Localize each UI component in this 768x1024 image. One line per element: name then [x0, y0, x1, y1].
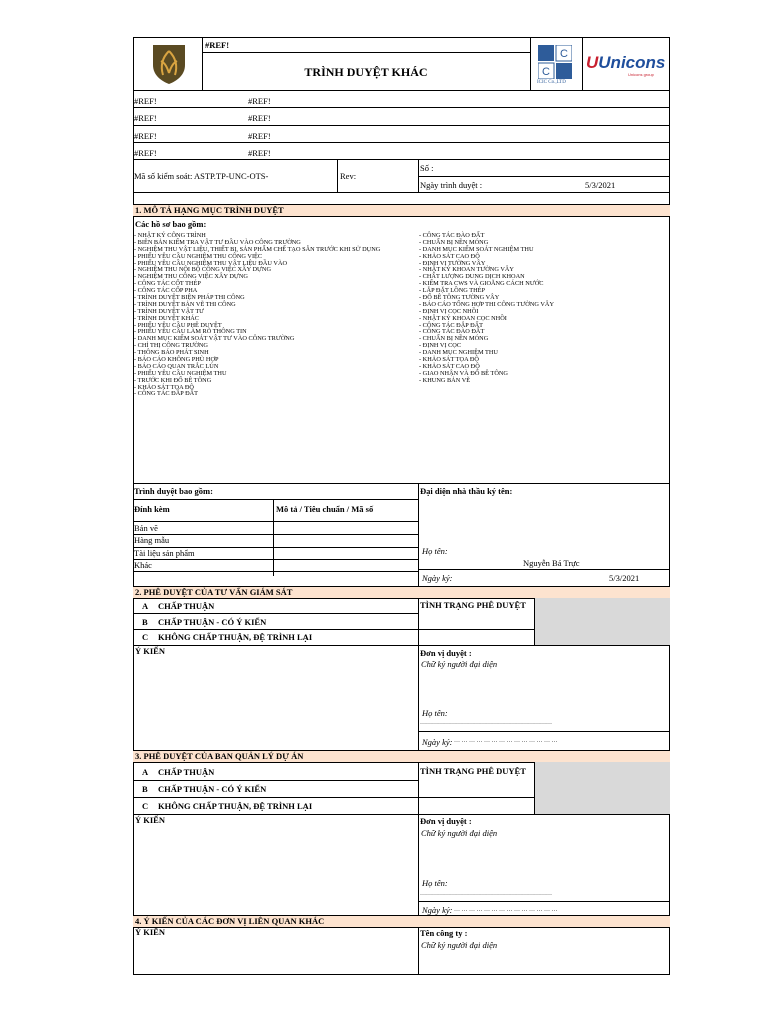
option-code: B — [142, 617, 148, 627]
ref-row-b: #REF! — [248, 113, 271, 123]
list-item: - NGHIỆM THU NỘI BỘ CÔNG VIỆC XÂY DỰNG — [134, 266, 271, 274]
comment-label: Ý KIẾN — [135, 815, 165, 825]
unicons-tag: Unicons group — [628, 72, 654, 77]
ref-row-a: #REF! — [134, 148, 157, 158]
list-item: - ĐỔ BÊ TÔNG TƯỜNG VÂY — [419, 294, 500, 302]
list-item: - PHIẾU YÊU CẦU NGHIỆM THU — [134, 369, 227, 377]
sign-date-label: Ngày ký: — [422, 737, 453, 747]
contractor-sign-date-label: Ngày ký: — [422, 573, 453, 583]
section1-band — [133, 204, 670, 217]
option-code: C — [142, 632, 149, 642]
comment-label: Ý KIẾN — [135, 927, 165, 937]
name-dots: ………………………………………………………… — [420, 891, 552, 897]
sign-date-label: Ngày ký: — [422, 905, 453, 915]
ref-row-b: #REF! — [248, 131, 271, 141]
list-item: - CÔNG TÁC CỐP PHA — [134, 287, 198, 295]
list-item: - KHẢO SÁT TỌA ĐỘ — [134, 383, 194, 391]
icic-caption: ICIC Co.,LTD — [537, 80, 566, 85]
status-label: TÌNH TRẠNG PHÊ DUYỆT — [420, 600, 526, 610]
list-item: - CÔNG TÁC CỐT THÉP — [134, 280, 201, 288]
submit-includes: Trình duyệt bao gồm: — [134, 486, 213, 496]
list-item: - CHUẨN BỊ NỀN MÓNG — [419, 335, 489, 343]
contractor-name: Nguyễn Bá Trực — [523, 558, 580, 568]
submit-date: 5/3/2021 — [585, 180, 616, 190]
icic-logo — [538, 45, 572, 84]
list-item: - CÔNG TÁC ĐÀO ĐẤT — [419, 232, 485, 239]
list-item: - NHẬT KÝ KHOAN TƯỜNG VÂY — [419, 266, 514, 274]
list-item: - BÁO CÁO TỔNG HỢP THI CÔNG TƯỜNG VÂY — [419, 300, 555, 308]
list-item: - PHIẾU YÊU CẦU PHÊ DUYỆT — [134, 321, 222, 329]
name-label: Họ tên: — [422, 708, 448, 718]
representative-signature: Chữ ký người đại diện — [421, 828, 498, 838]
svg-text:C: C — [560, 48, 568, 60]
contractor-sign-date: 5/3/2021 — [609, 573, 640, 583]
option-approve-with-comments[interactable]: CHẤP THUẬN - CÓ Ý KIẾN — [158, 617, 267, 627]
contractor-rep: Đại diện nhà thầu ký tên: — [420, 486, 513, 496]
list-item: - TRƯỚC KHI ĐỔ BÊ TÔNG — [134, 376, 212, 384]
list-item: - NGHIỆM THU CÔNG VIỆC XÂY DỰNG — [134, 273, 248, 281]
list-item: - KHUNG BẢN VẼ — [419, 376, 471, 384]
option-reject-resubmit[interactable]: KHÔNG CHẤP THUẬN, ĐỆ TRÌNH LẠI — [158, 801, 313, 811]
representative-signature: Chữ ký người đại diện — [421, 659, 498, 669]
list-item: - CÔNG TÁC ĐẮP ĐẤT — [419, 321, 484, 329]
attachment-row: Bản vẽ — [134, 523, 158, 533]
rev-label: Rev: — [340, 171, 357, 181]
comment-label: Ý KIẾN — [135, 646, 165, 656]
list-item: - KHẢO SÁT CAO ĐỘ — [419, 362, 480, 370]
ref-row-a: #REF! — [134, 113, 157, 123]
list-item: - THÔNG BÁO PHÁT SINH — [134, 349, 209, 357]
ref-row-a: #REF! — [134, 131, 157, 141]
docs-title: Các hồ sơ bao gồm: — [135, 219, 207, 229]
list-item: - DANH MỤC KIỂM SOÁT NGHIỆM THU — [419, 245, 534, 253]
list-item: - KHẢO SÁT CAO ĐỘ — [419, 252, 480, 260]
unicons-logo: UUnicons — [586, 53, 666, 72]
col-attachment: Đính kèm — [134, 504, 170, 514]
section1-heading: 1. MÔ TẢ HẠNG MỤC TRÌNH DUYỆT — [135, 205, 284, 215]
status-box — [535, 762, 670, 815]
list-item: - GIAO NHẬN VÀ ĐỔ BÊ TÔNG — [419, 369, 508, 377]
sign-date-dots: … … … … … … … … … … … … … … — [454, 738, 558, 744]
approval-unit-label: Đơn vị duyệt : — [420, 816, 472, 826]
name-label: Họ tên: — [422, 878, 448, 888]
list-item: - BIÊN BẢN KIỂM TRA VẬT TƯ ĐẦU VÀO CÔNG TRƯỜNG — [134, 238, 301, 246]
list-item: - TRÌNH DUYỆT KHÁC — [134, 314, 200, 322]
list-item: - NHẬT KÝ KHOAN CỌC NHỒI — [419, 314, 507, 322]
option-approve[interactable]: CHẤP THUẬN — [158, 767, 215, 777]
submit-date-label: Ngày trình duyệt : — [420, 180, 483, 190]
list-item: - TRÌNH DUYỆT BIỆN PHÁP THI CÔNG — [134, 294, 245, 302]
company-name-label: Tên công ty : — [420, 928, 468, 938]
list-item: - TRÌNH DUYỆT BẢN VẼ THI CÔNG — [134, 300, 236, 308]
option-approve-with-comments[interactable]: CHẤP THUẬN - CÓ Ý KIẾN — [158, 784, 267, 794]
list-item: - PHIẾU YÊU CẦU NGHIỆM THU CÔNG VIỆC — [134, 252, 263, 260]
submittal-form — [133, 37, 670, 975]
list-item: - DANH MỤC KIỂM SOÁT VẬT TƯ VÀO CÔNG TRƯỜNG — [134, 335, 295, 343]
list-item: - KIỂM TRA CWS VÀ GIOĂNG CÁCH NƯỚC — [419, 280, 544, 288]
representative-signature: Chữ ký người đại diện — [421, 940, 498, 950]
section2-heading: 2. PHÊ DUYỆT CỦA TƯ VẤN GIÁM SÁT — [135, 587, 293, 597]
ref-row-a: #REF! — [134, 96, 157, 106]
section3-heading: 3. PHÊ DUYỆT CỦA BAN QUẢN LÝ DỰ ÁN — [135, 751, 304, 761]
col-description: Mô tả / Tiêu chuẩn / Mã số — [276, 504, 374, 514]
company-shield-logo — [151, 43, 187, 90]
unicons-logo-text: Unicons — [598, 53, 666, 72]
attachment-row: Khác — [134, 560, 152, 570]
control-number: Mã số kiểm soát: ASTP.TP-UNC-OTS- — [134, 171, 269, 181]
list-item: - TRÌNH DUYỆT VẬT TƯ — [134, 307, 205, 315]
attachment-row: Tài liệu sản phẩm — [134, 548, 195, 558]
list-item: - CHỈ THỊ CÔNG TRƯỜNG — [134, 342, 208, 350]
section4-heading: 4. Ý KIẾN CỦA CÁC ĐƠN VỊ LIÊN QUAN KHÁC — [135, 916, 325, 926]
list-item: - CÔNG TÁC ĐẮP ĐẤT — [134, 390, 199, 398]
page-title: TRÌNH DUYỆT KHÁC — [304, 65, 428, 79]
list-item: - PHIẾU YÊU CẦU NGHIỆM THU VẬT LIỆU ĐẦU VÀO — [134, 259, 288, 267]
list-item: - ĐỊNH VỊ TƯỜNG VÂY — [419, 259, 486, 267]
ref-row-b: #REF! — [248, 148, 271, 158]
option-code: C — [142, 801, 149, 811]
list-item: - DANH MỤC NGHIỆM THU — [419, 349, 498, 357]
attachment-row: Hàng mẫu — [134, 535, 170, 545]
option-code: A — [142, 601, 149, 611]
docs-list-right — [419, 233, 554, 385]
list-item: - CHUẨN BỊ NỀN MÓNG — [419, 238, 489, 246]
list-item: - CHẤT LƯỢNG DUNG DỊCH KHOAN — [419, 273, 525, 281]
list-item: - PHIẾU YÊU CẦU LÀM RÕ THÔNG TIN — [134, 328, 247, 336]
list-item: - KHẢO SÁT TỌA ĐỘ — [419, 356, 479, 364]
list-item: - BÁO CÁO QUAN TRẮC LÚN — [134, 362, 219, 370]
option-code: A — [142, 767, 149, 777]
name-dots: ………………………………………………………… — [420, 720, 552, 726]
option-approve[interactable]: CHẤP THUẬN — [158, 601, 215, 611]
list-item: - BÁO CÁO KHÔNG PHÙ HỢP — [134, 356, 219, 364]
ref-top: #REF! — [205, 40, 230, 50]
list-item: - ĐỊNH VỊ CỌC — [419, 342, 462, 350]
list-item: - CÔNG TÁC ĐÀO ĐẤT — [419, 328, 485, 336]
sign-date-dots: … … … … … … … … … … … … … … — [454, 907, 558, 913]
option-reject-resubmit[interactable]: KHÔNG CHẤP THUẬN, ĐỆ TRÌNH LẠI — [158, 632, 313, 642]
status-label: TÌNH TRẠNG PHÊ DUYỆT — [420, 766, 526, 776]
list-item: - LẮP ĐẶT LỒNG THÉP — [419, 287, 486, 295]
option-code: B — [142, 784, 148, 794]
approval-unit-label: Đơn vị duyệt : — [420, 648, 472, 658]
section4-band — [133, 915, 670, 928]
ref-row-b: #REF! — [248, 96, 271, 106]
list-item: - NGHIỆM THU VẬT LIỆU, THIẾT BỊ, SẢN PHẨM CHẾ TẠO SẴN TRƯỚC KHI SỬ DỤNG — [134, 245, 381, 253]
status-box — [535, 598, 670, 645]
list-item: - NHẬT KÝ CÔNG TRÌNH — [134, 232, 206, 239]
so-label: Số : — [420, 163, 434, 173]
docs-list-left — [134, 233, 380, 398]
contractor-name-label: Họ tên: — [422, 546, 448, 556]
svg-text:C: C — [542, 66, 550, 78]
list-item: - ĐỊNH VỊ CỌC NHỒI — [419, 307, 479, 315]
